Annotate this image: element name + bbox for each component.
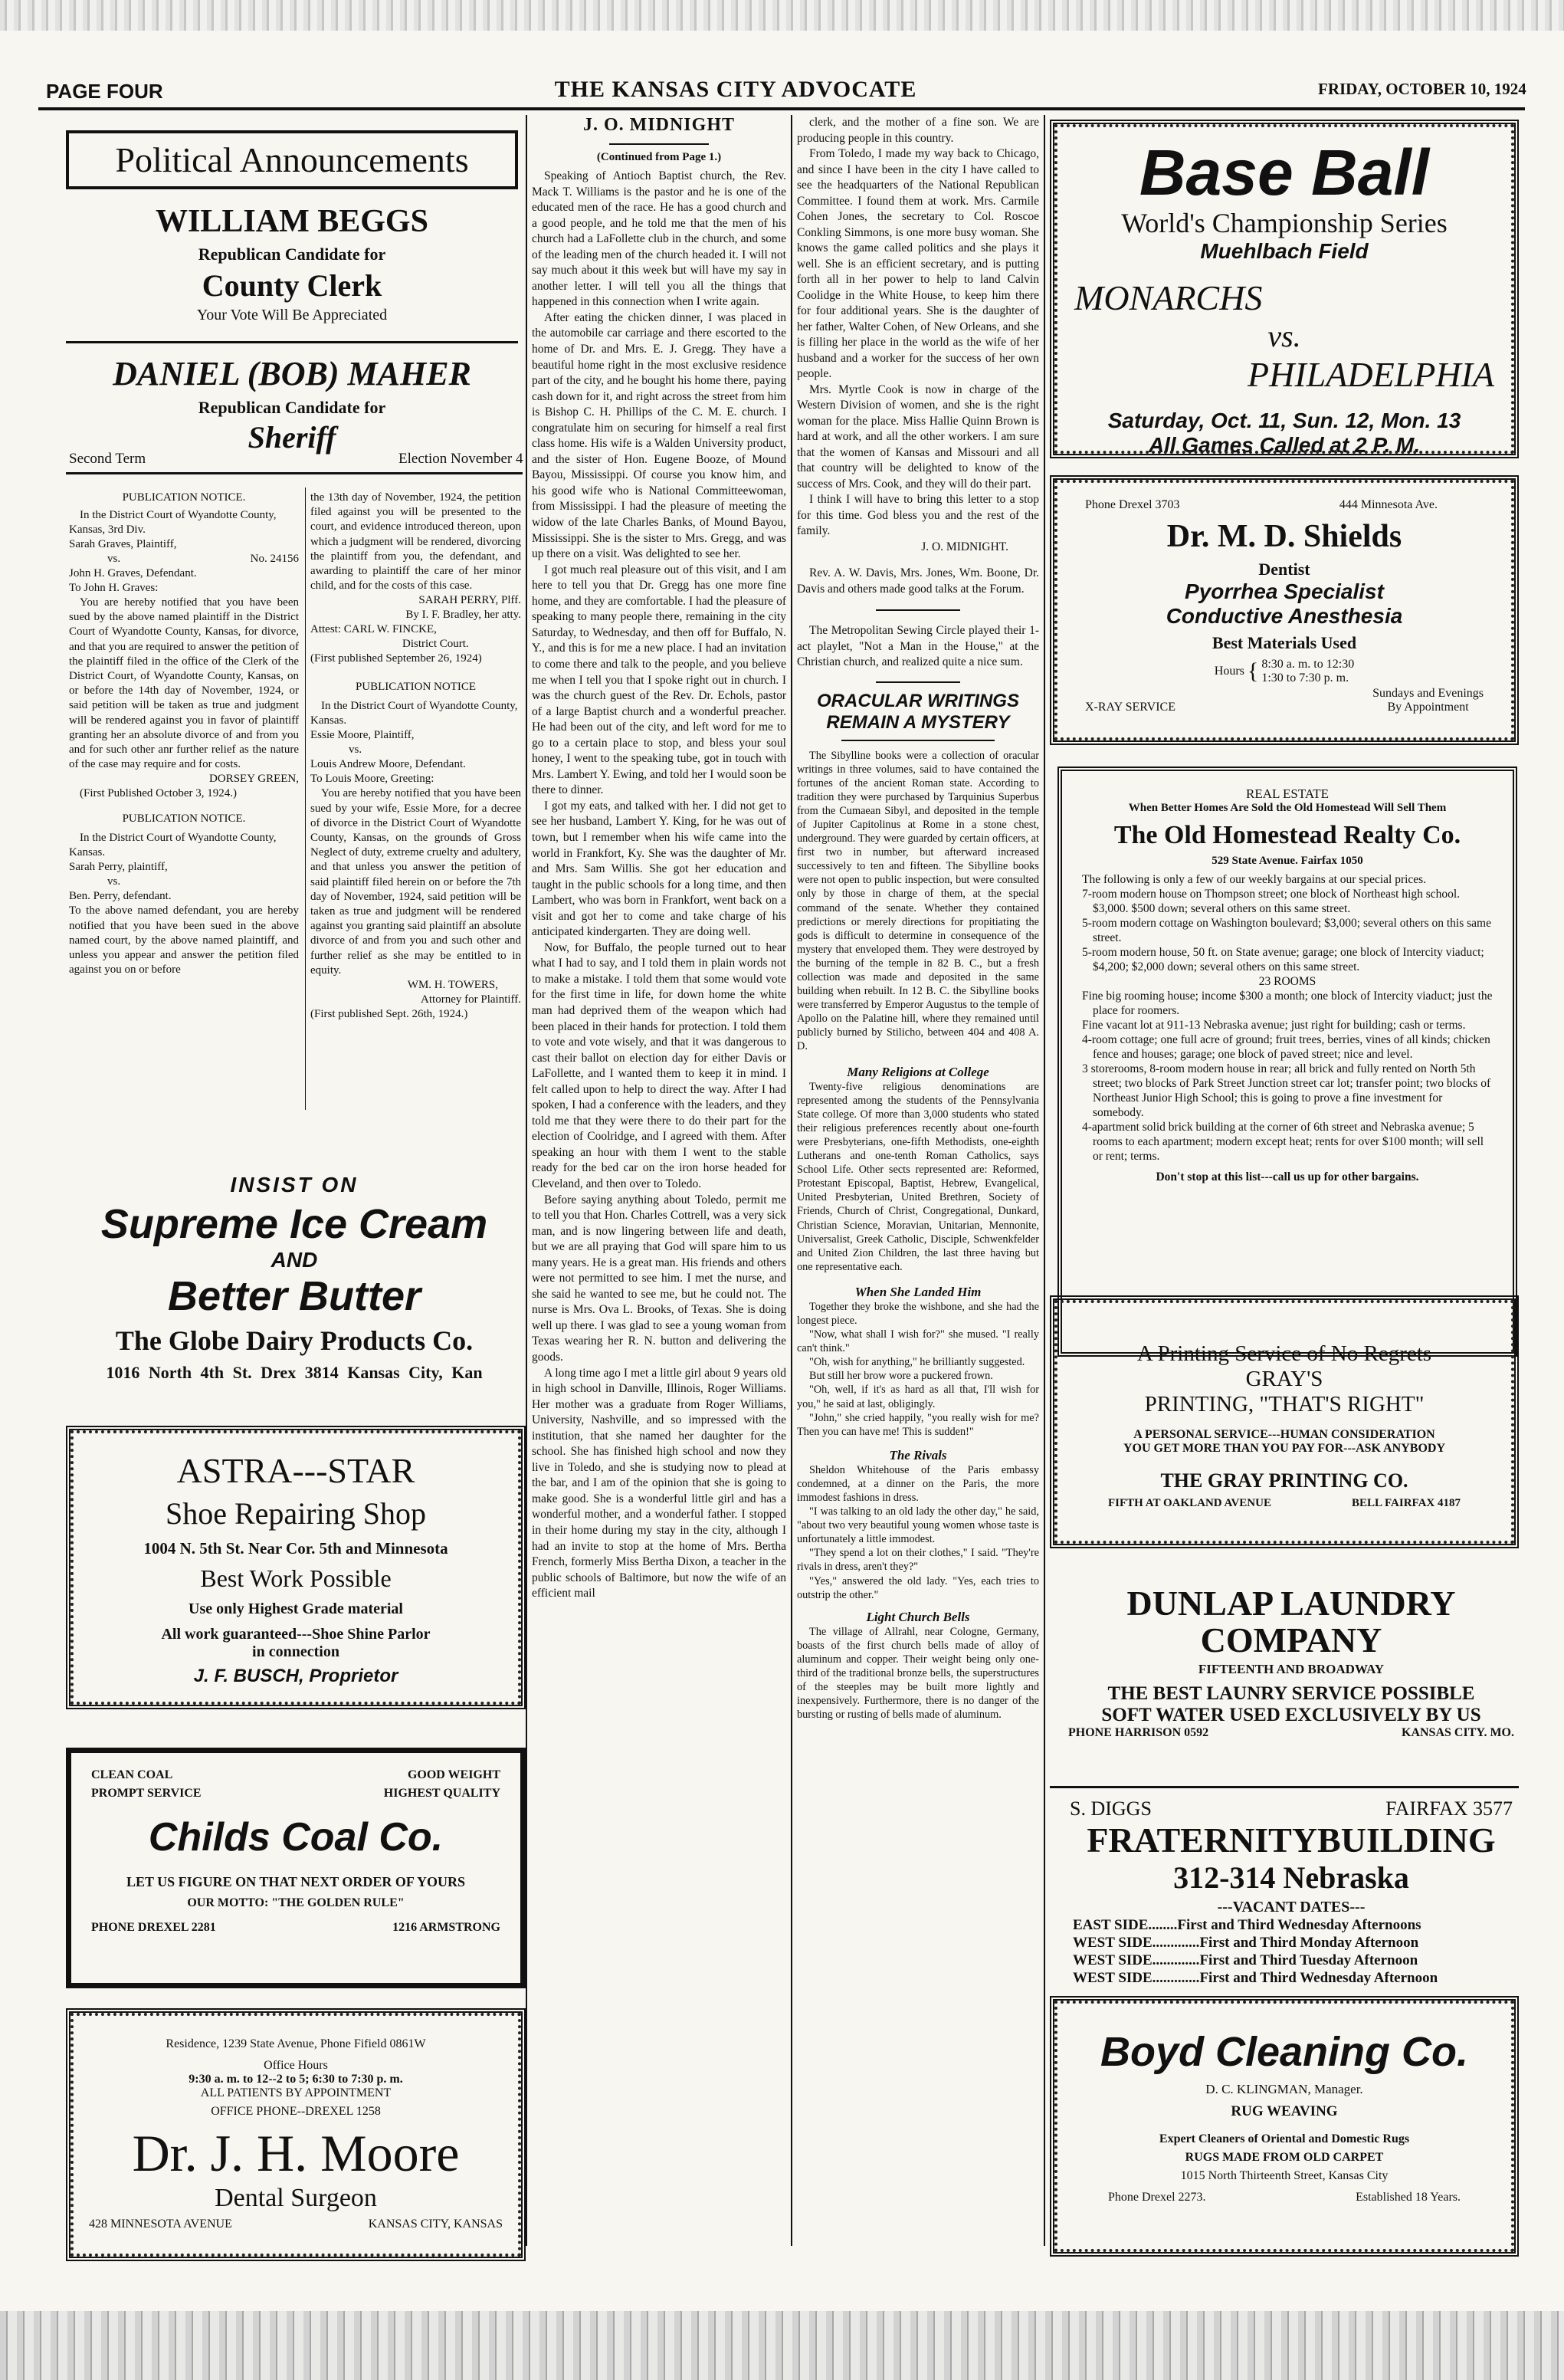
legal-notice-graves — [69, 491, 299, 977]
notice-published: (First published September 26, 1924) — [310, 652, 482, 665]
ad-address: 444 Minnesota Ave. — [1339, 498, 1438, 511]
vacant-date-row — [1073, 1934, 1517, 1952]
article-title: Many Religions at College — [847, 1064, 989, 1079]
listing-item: 3 storerooms, 8-room modern house in rear; all brick and fully rented on North 5th street; two blocks of Park Street Junction street car lot; transfer point; two blocks of Northeast Junior High School; this is going to prove a fine investment for somebody. — [1082, 1062, 1491, 1119]
vacant-schedule: First and Third Wednesday Afternoons — [1177, 1917, 1421, 1933]
ad-line: World's Championship Series — [1121, 208, 1448, 238]
notice-addressee: To John H. Graves: — [69, 582, 159, 594]
column-rule — [526, 115, 527, 2246]
paragraph: "Oh, wish for anything," he brilliantly suggested. — [809, 1356, 1025, 1369]
ad-line: Sundays and Evenings — [1372, 687, 1484, 700]
hours-afternoon: 1:30 to 7:30 p. m. — [1261, 671, 1349, 684]
hours-label: Hours — [1214, 665, 1244, 678]
ad-title: Dentist — [1258, 560, 1310, 579]
newspaper-title: THE KANSAS CITY ADVOCATE — [554, 77, 917, 102]
article-title: REMAIN A MYSTERY — [826, 711, 1010, 733]
ad-childs-coal — [66, 1748, 526, 1988]
listing-item: 7-room modern house on Thompson street; one block of Northeast high school. $3,000. $500 down; several others on this same street. — [1082, 888, 1461, 915]
ad-line: All work guaranteed---Shoe Shine Parlor — [161, 1626, 431, 1643]
ad-phone: Phone Drexel 3703 — [1085, 498, 1180, 511]
ad-company: Boyd Cleaning Co. — [1100, 2029, 1468, 2075]
ad-manager: D. C. KLINGMAN, Manager. — [1205, 2082, 1363, 2096]
ad-line: By Appointment — [1387, 701, 1469, 714]
paragraph: clerk, and the mother of a fine son. We are producing people in this country. — [797, 116, 1039, 145]
listings — [1082, 872, 1493, 1184]
notice-title: PUBLICATION NOTICE. — [122, 812, 246, 826]
ad-line: ---VACANT DATES--- — [1217, 1899, 1366, 1915]
ad-phone: FAIRFAX 3577 — [1385, 1797, 1513, 1820]
vacant-side: WEST SIDE............. — [1073, 1970, 1200, 1986]
notice-vs: vs. — [107, 875, 121, 888]
notice-attorney: By I. F. Bradley, her atty. — [405, 609, 521, 622]
paragraph: Speaking of Antioch Baptist church, the Rev. Mack T. Williams is the pastor and he is one of the educated men of the race. He has a good church and a good people, and he told me that the men of his church had a LaFollette club in the church, and some of the leading men of the church headed it. I will not say much about it this week but will have my say in another letter. I will tell you all the things that happened in this connection when I write again. — [532, 169, 786, 309]
ad-address: 1004 N. 5th St. Near Cor. 5th and Minnesota — [143, 1539, 448, 1558]
game-time: All Games Called at 2 P. M. — [1148, 433, 1421, 457]
notice-court: In the District Court of Wyandotte County, Kansas. — [69, 832, 277, 859]
ad-venue: Muehlbach Field — [1200, 239, 1369, 263]
ad-globe-dairy — [66, 1173, 523, 1383]
notice-plaintiff: Essie Moore, Plaintiff, — [310, 729, 415, 742]
ad-gray-printing — [1050, 1295, 1519, 1548]
notice-attest: Attest: CARL W. FINCKE, — [310, 623, 437, 636]
notice-title: PUBLICATION NOTICE. — [122, 491, 246, 504]
notice-published: (First published Sept. 26th, 1924.) — [310, 1008, 468, 1021]
listing-group — [1082, 989, 1493, 1164]
ad-line: CLEAN COAL — [91, 1768, 173, 1781]
ad-line: Best Materials Used — [1212, 633, 1357, 652]
ad-line: Residence, 1239 State Avenue, Phone Fifield 0861W — [166, 2037, 426, 2050]
article-continued: (Continued from Page 1.) — [596, 151, 722, 163]
notice-body: To the above named defendant, you are hereby notified that you have been sued in the above named court, by the above named plaintiff, and unless you appear and answer the petition filed against you on or before — [69, 904, 299, 977]
ad-fraternity-building — [1065, 1797, 1517, 1987]
hours-morning: 8:30 a. m. to 12:30 — [1261, 658, 1355, 671]
listing-item: Fine big rooming house; income $300 a month; one block of Intercity viaduct; just the place for roomers. — [1082, 990, 1493, 1017]
ad-line: A PERSONAL SERVICE---HUMAN CONSIDERATION — [1133, 1428, 1435, 1441]
ad-line: GRAY'S — [1245, 1367, 1323, 1391]
article-body — [797, 1300, 1039, 1439]
ad-headline: FRATERNITYBUILDING — [1087, 1820, 1496, 1860]
ad-phone: PHONE HARRISON 0592 — [1068, 1726, 1209, 1739]
paragraph: "Yes," answered the old lady. "Yes, each tries to outstrip the other." — [797, 1574, 1039, 1601]
article-body: The Sibylline books were a collection of oracular writings in three volumes, said to have contained the fortunes of the ancient Roman state. According to tradition they were purchased by Tarquinius Superbus from the Cumaean Sibyl, and deposited in the temple of Jupiter Capitolinus at Rome in a stone chest, underground. They were guarded by certain officers, at first two in number, but afterward increased successively to ten and fifteen. The Sibylline books were not open to public inspection, but were consulted only by those in charge of them, at the special command of the senate. Whether they contained predictions or merely directions for propitiating the gods is difficult to determine in consequence of the mystery that enveloped them. They were destroyed by the burning of the temple in 82 B. C., but a fresh collection was made and deposited in the same building when rebuilt. In 12 B. C. the Sibylline books were transferred by Emperor Augustus to the temple of Apollo on the Palatine hill, where they remained until publicly burned by Stilicho, between 404 and 408 A. D. — [797, 749, 1039, 1053]
listing-item: Fine vacant lot at 911-13 Nebraska avenue; just right for building; cash or terms. — [1082, 1019, 1466, 1032]
ad-company: The Globe Dairy Products Co. — [115, 1325, 474, 1356]
paragraph: I got much real pleasure out of this visit, and I am here to tell you that Dr. Gregg has one more fine home, and they are comfortable. I had the pleasure of speaking to many people there, remaining in the city Saturday, to Wednesday, and then off for Buffalo, N. Y., and this is for me a new place. I had an invitation to come there and talk to the people, and you believe me when I tell you that I spoke right out in church. I was the church guest of the Rev. Dr. Echols, pastor of a large Baptist church and a wonderful preacher. He had been out of the city, and left word for me to go to a certain place to stop, and bless your soul honey, I went to the speaking tube, got in touch with Mrs. Lambert Y. Ewing, and told her I would soon be there to dinner. — [532, 563, 786, 797]
notice-defendant: Ben. Perry, defendant. — [69, 890, 172, 903]
article-signature: J. O. MIDNIGHT. — [921, 540, 1008, 553]
listing-group — [1082, 887, 1493, 974]
ad-line: Office Hours — [264, 2059, 328, 2072]
ad-line: PROMPT SERVICE — [91, 1787, 202, 1800]
listing-heading: 23 ROOMS — [1258, 975, 1316, 988]
candidate-maher: DANIEL (BOB) MAHER — [113, 355, 471, 392]
ad-phone: OFFICE PHONE--DREXEL 1258 — [211, 2105, 381, 2118]
ad-line: PRINTING, "THAT'S RIGHT" — [1144, 1392, 1425, 1417]
notice-court: In the District Court of Wyandotte County, Kansas, 3rd Div. — [69, 509, 277, 536]
vacant-dates — [1065, 1916, 1517, 1987]
notice-vs: vs. — [349, 744, 362, 757]
paragraph: Mrs. Myrtle Cook is now in charge of the Western Division of women, and she is the right woman for the place. Miss Hallie Quinn Brown is hard at work, and all the other workers. I am sure that the women of Kansas and Missouri and all that country will be delighted to know of the success of Mrs. Cook, and they will do their part. — [797, 382, 1039, 491]
divider — [841, 740, 995, 741]
paragraph: Before saying anything about Toledo, permit me to tell you that Hon. Charles Cottrell, was a very sick man, and is now lingering between life and death, but we are all praying that God will spare him to us many years. He is a great man. His friends and others were not permitted to see him. I met the nurse, and she said he wanted to see me, but he could not. The nurse is Mrs. Ova L. Brooks, of Texas. She is doing well up there. I was glad to see a young woman from Texas wearing her R. N. button and delivering the goods. — [532, 1193, 786, 1364]
listing-closing: Don't stop at this list---call us up for other bargains. — [1156, 1170, 1419, 1183]
issue-date: FRIDAY, OCTOBER 10, 1924 — [1318, 80, 1526, 98]
ad-baseball — [1050, 120, 1519, 458]
ad-line: RUGS MADE FROM OLD CARPET — [1185, 2151, 1384, 2164]
ad-address: 428 MINNESOTA AVENUE — [89, 2218, 232, 2231]
ad-address: 1015 North Thirteenth Street, Kansas City — [1180, 2169, 1389, 2182]
paragraph: Now, for Buffalo, the people turned out to hear what I had to say, and I told them in plain words not to make a mistake. I told them that some would vote for the first time in life, for down home the white man had deprived them of the weapon which had been placed in their hands for protection. I told them to vote and vote wisely, and that it was dangerous to cast their ballot on election day for either Davis or LaFollette, and I wanted them to keep it in mind. I felt called upon to help to direct the way. After I had spoken, I had a conference with the leaders, and they told me that they were there to do their part for the election of Coolridge, and I agreed with them. After speaking an hour with them I went to the stable ready for the bed car on the iron horse headed for Cleveland, and then over to Toledo. — [532, 941, 786, 1190]
paragraph: From Toledo, I made my way back to Chicago, and since I have been in the city I have called to see the headquarters of the National Republican Committee. I found them at work. Mrs. Carmile Cohen Jones, the secretary to Col. Roscoe Conkling Simmons, is one more busy woman. She knows the game called politics and she plays it well. She is an efficient secretary, and is putting forth all in her power to help to land Calvin Coolidge in the White House, to keep him there for four additional years. She is the daughter of her father, Walter Cohen, of New Orleans, and she is filling her place in the world as the wife of her husband and a worker for the success of her own people. — [797, 147, 1039, 380]
divider — [876, 609, 960, 611]
inner-rule — [305, 487, 306, 1110]
notice-signature: DORSEY GREEN, — [209, 773, 299, 786]
office-hours — [1085, 658, 1484, 685]
ad-dunlap-laundry — [1065, 1585, 1517, 1740]
ad-headline: Supreme Ice Cream — [100, 1201, 488, 1247]
notice-title: PUBLICATION NOTICE — [355, 681, 477, 694]
ad-headline: DUNLAP LAUNDRY — [1126, 1584, 1456, 1623]
team-home: MONARCHS — [1074, 278, 1263, 317]
column-rule — [1044, 115, 1045, 2246]
ad-phone: PHONE DREXEL 2281 — [91, 1921, 216, 1934]
ad-line: Expert Cleaners of Oriental and Domestic Rugs — [1159, 2132, 1410, 2145]
ad-headline: ASTRA---STAR — [176, 1451, 415, 1490]
paragraph: After eating the chicken dinner, I was placed in the automobile car carriage and there escorted to the home of Dr. and Mrs. E. J. Gregg. They have a beautiful home right in the most exclusive residence part of the city, and he bought his home there, paying cash down for it, and right across the street from him is Bishop C. H. Phillips of the C. M. E. church. I congratulate him on securing for himself a real first class home. His wife is a Walden University product, and the sister of Hon. Eugene Booze, of Mound Bayou, Mississippi. Of course you know him, and his good wife who is National Committeewoman, from Mississippi. I had the pleasure of meeting the widow of the late Charles Banks, of Mound Bayou, Mississippi. She is the sister to Mrs. Gregg, and was up there on a visit. Was delighted to see her. — [532, 310, 786, 561]
column-rule — [791, 115, 792, 2246]
notice-vs: vs. — [107, 553, 121, 565]
ad-vs: vs. — [1267, 319, 1301, 353]
article-midnight — [532, 115, 786, 1602]
article-body — [797, 1463, 1039, 1602]
ad-line: S. DIGGS — [1070, 1797, 1152, 1820]
candidate-office: County Clerk — [202, 268, 382, 303]
notice-plaintiff: Sarah Perry, plaintiff, — [69, 861, 168, 874]
ad-phone: Phone Drexel 2273. — [1108, 2191, 1206, 2204]
ad-address: 1216 ARMSTRONG — [392, 1921, 500, 1934]
candidate-office: Sheriff — [248, 420, 336, 455]
paragraph: "John," she cried happily, "you really wish for me? Then you can have me! This is sudden!" — [797, 1411, 1039, 1438]
article-body — [797, 115, 1039, 540]
game-dates: Saturday, Oct. 11, Sun. 12, Mon. 13 — [1107, 409, 1461, 432]
article-body: The village of Allrahl, near Cologne, Germany, boasts of the first church bells made of alloy of aluminum and copper. Their weight being only one-third of the traditional bronze bells, the superstructures of the steeples may be built more lightly and inexpensively. Furthermore, there is no danger of the bursting or rusting of bells made of aluminum. — [797, 1625, 1039, 1722]
ad-astra-star — [66, 1426, 526, 1709]
ad-address: 1016 North 4th St. Drex 3814 Kansas City, Kan — [106, 1363, 483, 1382]
notice-court: In the District Court of Wyandotte County, Kansas. — [310, 700, 518, 727]
ad-address: 312-314 Nebraska — [1173, 1860, 1409, 1895]
scan-edge-bottom — [0, 2311, 1564, 2380]
ad-company: Shoe Repairing Shop — [166, 1496, 426, 1531]
notice-defendant: John H. Graves, Defendant. — [69, 567, 197, 579]
notice-signature: WM. H. TOWERS, — [407, 979, 498, 992]
ad-line: YOU GET MORE THAN YOU PAY FOR---ASK ANYBODY — [1123, 1442, 1446, 1455]
ad-city: KANSAS CITY, KANSAS — [368, 2218, 503, 2231]
ad-city: KANSAS CITY. MO. — [1402, 1726, 1514, 1739]
ad-proprietor: J. F. BUSCH, Proprietor — [193, 1666, 398, 1686]
paragraph: A long time ago I met a little girl about 9 years old in high school in Danville, Illinois, Roger Williams. Her mother was a graduate from Roger Williams, University, Nashville, and so impressed with the institution, that she named her daughter for the school. She has finished high school and now they live in Toledo, and she is studying now to plead at the bar, and I am of the opinion that she is going to make good. She is a wonderful little girl and has a wonderful mother, and a wonderful father. I stopped in their home during my stay in the city, although I had an invite to stop at the home of Mrs. Bertha French, formerly Miss Bertha Dixon, a teacher in the public schools of Baltimore, but now the wife of an efficient mail — [532, 1366, 786, 1600]
ad-line: X-RAY SERVICE — [1085, 701, 1175, 714]
case-number: No. 24156 — [250, 553, 299, 565]
divider — [66, 472, 523, 474]
notice-addressee: To Louis Moore, Greeting: — [310, 773, 434, 786]
divider — [876, 681, 960, 683]
paragraph: "They spend a lot on their clothes," I said. "They're rivals in dress, aren't they?" — [797, 1547, 1039, 1574]
ad-line: LET US FIGURE ON THAT NEXT ORDER OF YOURS — [126, 1874, 466, 1889]
ad-dr-moore — [66, 2008, 526, 2261]
ad-line: SOFT WATER USED EXCLUSIVELY BY US — [1101, 1705, 1481, 1725]
ad-line: AND — [271, 1248, 318, 1272]
listing-intro: The following is only a few of our weekly bargains at our special prices. — [1082, 873, 1427, 886]
divider — [609, 143, 709, 145]
notice-clerk: District Court. — [402, 638, 469, 651]
ad-dr-shields — [1050, 475, 1519, 745]
vacant-date-row — [1073, 1969, 1517, 1987]
notice-body: You are hereby notified that you have been sued by your wife, Essie More, for a decree of divorce in the District Court of Wyandotte County, Kansas, on the grounds of Gross Neglect of duty, extreme cruelty and adultery, and that unless you answer the petition of said plaintiff filed herein on or before the 7th day of November, 1924, said petition will be taken as true and judgment will be rendered against you granting said plaintiff an absolute divorce of and from you and such other and further relief as she may be entitled to in equity. — [310, 787, 521, 977]
ad-established: Established 18 Years. — [1356, 2191, 1461, 2204]
ad-line: Conductive Anesthesia — [1166, 604, 1403, 628]
legal-notice-perry-moore — [310, 491, 521, 1022]
ad-address: 529 State Avenue. Fairfax 1050 — [1212, 855, 1363, 867]
brace: { — [1247, 658, 1259, 684]
ad-homestead-realty — [1057, 767, 1517, 1357]
ad-line: in connection — [252, 1643, 339, 1660]
ad-line: Pyorrhea Specialist — [1185, 579, 1384, 603]
ad-line: Use only Highest Grade material — [189, 1600, 403, 1617]
page-number: PAGE FOUR — [46, 80, 163, 103]
article-title: When She Landed Him — [854, 1284, 982, 1299]
notice-body: You are hereby notified that you have been sued by the above named plaintiff in the District Court of Wyandotte County, Kansas, for divorce, and that you are required to answer the petition of the plaintiff filed in the office of the Clerk of the District Court, of Wyandotte County, Kansas, on or before the 14th day of November, 1924, or said petition will be taken as true and judgment will be rendered against you in favor of plaintiff granting her an absolute divorce of and from you and for such other anr further relief as the nature of the case may require and for costs. — [69, 596, 299, 771]
article-title: ORACULAR WRITINGS — [817, 690, 1019, 711]
paragraph: Together they broke the wishbone, and she had the longest piece. — [797, 1300, 1039, 1327]
article-sewing: The Metropolitan Sewing Circle played their 1-act playlet, "Not a Man in the House," at the Christian church, and realized quite a nice sum. — [797, 624, 1039, 668]
ad-company: Dr. J. H. Moore — [132, 2124, 460, 2182]
vacant-schedule: First and Third Tuesday Afternoon — [1199, 1952, 1418, 1968]
ad-line: INSIST ON — [230, 1173, 359, 1197]
ad-company: THE GRAY PRINTING CO. — [1160, 1469, 1408, 1492]
ad-address: FIFTH AT OAKLAND AVENUE — [1108, 1497, 1271, 1509]
vacant-date-row — [1073, 1916, 1517, 1934]
candidate-beggs: WILLIAM BEGGS — [156, 204, 428, 239]
notice-body: the 13th day of November, 1924, the petition filed against you will be presented to the court, and evidence introduced thereon, upon which a judgment will be rendered, divorcing the plaintiff from you, the defendant, and awarding to plaintiff the care of her minor child, and for the costs of this case. — [310, 491, 521, 593]
article-title: The Rivals — [889, 1447, 947, 1462]
paragraph: But still her brow wore a puckered frown. — [809, 1370, 993, 1383]
ad-line: RUG WEAVING — [1231, 2103, 1338, 2119]
scan-edge-top — [0, 0, 1564, 31]
political-header: Political Announcements — [66, 130, 518, 189]
listing-item: 5-room modern cottage on Washington boulevard; $3,000; several others on this same street. — [1082, 917, 1491, 944]
candidate-party: Republican Candidate for — [198, 245, 386, 264]
candidate-appeal: Your Vote Will Be Appreciated — [196, 307, 388, 323]
ad-line: Best Work Possible — [200, 1564, 392, 1592]
ad-line: GOOD WEIGHT — [407, 1768, 500, 1781]
notice-signature: SARAH PERRY, Plff. — [418, 594, 521, 607]
ad-tagline: When Better Homes Are Sold the Old Homestead Will Sell Them — [1128, 802, 1447, 814]
ad-headline: Better Butter — [167, 1273, 421, 1319]
masthead-rule — [38, 107, 1525, 110]
ad-line: ALL PATIENTS BY APPOINTMENT — [200, 2086, 392, 2099]
vacant-side: EAST SIDE........ — [1073, 1917, 1178, 1933]
ad-line: HIGHEST QUALITY — [383, 1787, 500, 1800]
paragraph: "Oh, well, if it's as hard as all that, I'll wish for you," he said at last, obligingly. — [797, 1384, 1039, 1410]
listing-item: 4-apartment solid brick building at the corner of 6th street and Nebraska avenue; 5 rooms to each apartment; modern except heat; rents for over $100 month; will sell or rent; terms. — [1082, 1121, 1484, 1163]
paragraph: Sheldon Whitehouse of the Paris embassy condemned, at a dinner on the Paris, the more immodest fashions in dress. — [797, 1463, 1039, 1504]
column-four — [797, 115, 1039, 1722]
ad-phone: BELL FAIRFAX 4187 — [1352, 1497, 1461, 1509]
paragraph: "I was talking to an old lady the other day," he said, "about two very beautiful young women whose taste is unfortunately a little immodest. — [797, 1505, 1039, 1546]
vacant-schedule: First and Third Monday Afternoon — [1199, 1935, 1419, 1951]
vacant-side: WEST SIDE............. — [1073, 1952, 1200, 1968]
divider — [1050, 1786, 1519, 1788]
candidate-party: Republican Candidate for — [198, 398, 386, 417]
term-label: Second Term — [69, 451, 146, 467]
ad-address: FIFTEENTH AND BROADWAY — [1198, 1662, 1385, 1676]
divider — [66, 341, 518, 343]
ad-headline: Base Ball — [1139, 136, 1430, 208]
notice-defendant: Louis Andrew Moore, Defendant. — [310, 758, 466, 771]
ad-line: THE BEST LAUNRY SERVICE POSSIBLE — [1107, 1683, 1475, 1704]
vacant-schedule: First and Third Wednesday Afternoon — [1199, 1970, 1438, 1986]
notice-attorney: Attorney for Plaintiff. — [421, 993, 521, 1006]
ad-company: Childs Coal Co. — [148, 1815, 444, 1860]
ad-headline: COMPANY — [1200, 1620, 1382, 1659]
article-body: Twenty-five religious denominations are represented among the students of the Pennsylvania State college. Of more than 3,000 students who stated their religious preferences recently about one-fourth were Presbyterians, one-fifth Methodists, one-eighth Lutherans and one-tenth Roman Catholics, says School Life. Other sects represented are: Reformed, Protestant Episcopal, Baptist, Hebrew, Evangelical, United Presbyterian, United Brethren, Society of Friends, Church of Christ, Congregational, Dunkard, Christian Science, Moravian, Unitarian, Mennonite, Universalist, Greek Catholic, Disciple, Schwenkfelder and United Zion Children, the last three having but one representative each. — [797, 1080, 1039, 1273]
vacant-side: WEST SIDE............. — [1073, 1935, 1200, 1951]
ad-title: Dental Surgeon — [215, 2184, 377, 2212]
vacant-date-row — [1073, 1952, 1517, 1969]
article-title: J. O. MIDNIGHT — [582, 115, 735, 135]
listing-item: 5-room modern house, 50 ft. on State avenue; garage; one block of Intercity viaduct; $4,200; $2,000 down; several others on this same street. — [1082, 946, 1484, 973]
listing-item: 4-room cottage; one full acre of ground; fruit trees, berries, vines of all kinds; chicken fence and houses; garage; one block of paved street; nice and level. — [1082, 1033, 1490, 1061]
political-announcements — [66, 130, 518, 455]
ad-company: The Old Homestead Realty Co. — [1113, 821, 1461, 849]
ad-company: Dr. M. D. Shields — [1166, 519, 1402, 554]
ad-motto: OUR MOTTO: "THE GOLDEN RULE" — [187, 1896, 405, 1909]
paragraph: I think I will have to bring this letter to a stop for this time. God bless you and the rest of the family. — [797, 493, 1039, 537]
article-note: Rev. A. W. Davis, Mrs. Jones, Wm. Boone, Dr. Davis and others made good talks at the Forum. — [797, 566, 1039, 596]
paragraph: "Now, what shall I wish for?" she mused. "I really can't think." — [797, 1328, 1039, 1355]
paragraph: I got my eats, and talked with her. I did not get to see her husband, Lambert Y. King, for he was out of town, but I remember when his wife came into the world in Frankfort, Ky. She was the daughter of Mr. and Mrs. Sam Willis. She got her education and taught in the public schools for a long time, and then Lambert, who was born in Frankfort, went back on a visit and got her to come and take charge of his anticipated kindergarten. They are doing well. — [532, 799, 786, 939]
team-away: PHILADELPHIA — [1248, 355, 1494, 394]
ad-boyd-cleaning — [1050, 1996, 1519, 2257]
ad-headline: A Printing Service of No Regrets — [1136, 1341, 1432, 1366]
notice-plaintiff: Sarah Graves, Plaintiff, — [69, 538, 177, 550]
election-date: Election November 4 — [398, 451, 523, 467]
notice-published: (First Published October 3, 1924.) — [80, 787, 237, 800]
ad-kicker: REAL ESTATE — [1245, 786, 1330, 801]
article-body — [532, 169, 786, 1602]
ad-hours: 9:30 a. m. to 12--2 to 5; 6:30 to 7:30 p. m. — [189, 2073, 403, 2086]
article-title: Light Church Bells — [866, 1609, 970, 1624]
